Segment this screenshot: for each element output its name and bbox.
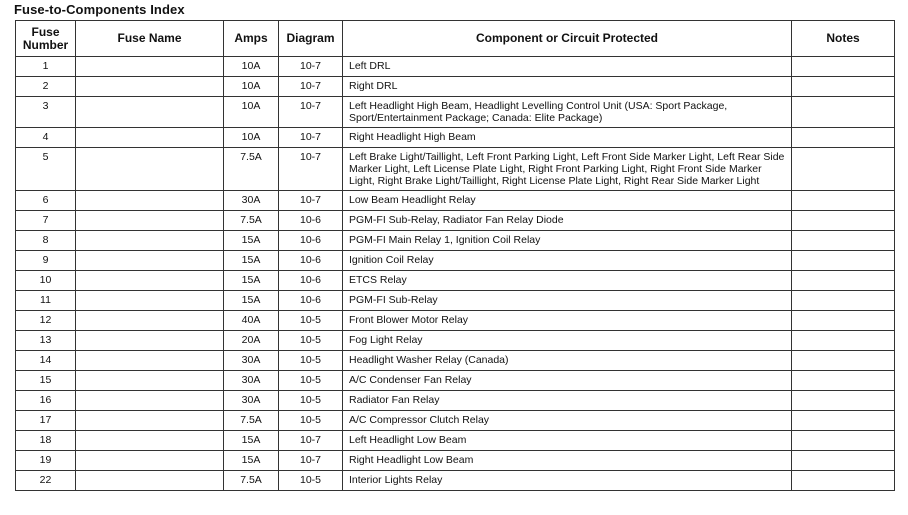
diagram-cell: 10-6	[279, 231, 343, 251]
diagram-cell: 10-7	[279, 57, 343, 77]
table-row	[16, 451, 895, 471]
table-row	[16, 271, 895, 291]
amps-cell: 15A	[224, 271, 279, 291]
table-row	[16, 311, 895, 331]
amps-cell: 15A	[224, 251, 279, 271]
notes-cell	[792, 311, 895, 331]
fuse-name-cell	[76, 251, 224, 271]
fuse-name-cell	[76, 211, 224, 231]
component-cell: Left DRL	[343, 57, 792, 77]
table-row	[16, 148, 895, 191]
fuse-name-cell	[76, 128, 224, 148]
diagram-cell: 10-5	[279, 351, 343, 371]
amps-cell: 40A	[224, 311, 279, 331]
amps-cell: 30A	[224, 371, 279, 391]
component-cell: Left Brake Light/Taillight, Left Front Parking Light, Left Front Side Marker Light, Left Rear Side Marker Light, Left License Plate Light, Right Front Parking Light, Right Front Side Marker Light, Right Brake Light/Taillight, Right License Plate Light, Right Rear Side Marker Light	[343, 148, 792, 191]
fuse-name-cell	[76, 351, 224, 371]
fuse-name-cell	[76, 451, 224, 471]
component-cell: Ignition Coil Relay	[343, 251, 792, 271]
amps-cell: 7.5A	[224, 148, 279, 191]
amps-cell: 30A	[224, 351, 279, 371]
table-row	[16, 191, 895, 211]
table-row	[16, 128, 895, 148]
component-cell: Right Headlight High Beam	[343, 128, 792, 148]
diagram-cell: 10-6	[279, 211, 343, 231]
fuse-number-cell: 14	[16, 351, 76, 371]
fuse-number-cell: 12	[16, 311, 76, 331]
column-header-amps: Amps	[224, 21, 279, 57]
fuse-name-cell	[76, 311, 224, 331]
amps-cell: 30A	[224, 391, 279, 411]
amps-cell: 7.5A	[224, 211, 279, 231]
column-header-component: Component or Circuit Protected	[343, 21, 792, 57]
fuse-number-cell: 9	[16, 251, 76, 271]
component-cell: ETCS Relay	[343, 271, 792, 291]
component-cell: Radiator Fan Relay	[343, 391, 792, 411]
component-cell: Left Headlight High Beam, Headlight Levelling Control Unit (USA: Sport Package, Sport/Entertainment Package; Canada: Elite Package)	[343, 97, 792, 128]
fuse-name-cell	[76, 471, 224, 491]
fuse-number-cell: 22	[16, 471, 76, 491]
page-title: Fuse-to-Components Index	[14, 2, 185, 17]
diagram-cell: 10-5	[279, 471, 343, 491]
fuse-name-cell	[76, 231, 224, 251]
fuse-name-cell	[76, 371, 224, 391]
amps-cell: 10A	[224, 128, 279, 148]
component-cell: Interior Lights Relay	[343, 471, 792, 491]
notes-cell	[792, 211, 895, 231]
fuse-number-cell: 5	[16, 148, 76, 191]
amps-cell: 20A	[224, 331, 279, 351]
component-cell: Front Blower Motor Relay	[343, 311, 792, 331]
component-cell: PGM-FI Sub-Relay	[343, 291, 792, 311]
diagram-cell: 10-7	[279, 77, 343, 97]
diagram-cell: 10-6	[279, 271, 343, 291]
fuse-name-cell	[76, 411, 224, 431]
fuse-name-cell	[76, 271, 224, 291]
notes-cell	[792, 471, 895, 491]
notes-cell	[792, 291, 895, 311]
amps-cell: 10A	[224, 97, 279, 128]
amps-cell: 15A	[224, 451, 279, 471]
diagram-cell: 10-5	[279, 371, 343, 391]
notes-cell	[792, 57, 895, 77]
component-cell: A/C Compressor Clutch Relay	[343, 411, 792, 431]
fuse-name-cell	[76, 331, 224, 351]
diagram-cell: 10-5	[279, 391, 343, 411]
fuse-name-cell	[76, 77, 224, 97]
table-row	[16, 431, 895, 451]
amps-cell: 7.5A	[224, 471, 279, 491]
diagram-cell: 10-5	[279, 411, 343, 431]
component-cell: Right DRL	[343, 77, 792, 97]
table-row	[16, 411, 895, 431]
fuse-number-cell: 1	[16, 57, 76, 77]
amps-cell: 15A	[224, 231, 279, 251]
fuse-name-cell	[76, 391, 224, 411]
fuse-number-cell: 17	[16, 411, 76, 431]
table-row	[16, 251, 895, 271]
column-header-notes: Notes	[792, 21, 895, 57]
amps-cell: 10A	[224, 57, 279, 77]
table-body	[16, 57, 895, 491]
notes-cell	[792, 331, 895, 351]
amps-cell: 7.5A	[224, 411, 279, 431]
diagram-cell: 10-7	[279, 128, 343, 148]
fuse-components-table	[15, 20, 895, 491]
notes-cell	[792, 371, 895, 391]
fuse-number-cell: 6	[16, 191, 76, 211]
component-cell: Low Beam Headlight Relay	[343, 191, 792, 211]
notes-cell	[792, 191, 895, 211]
amps-cell: 15A	[224, 291, 279, 311]
fuse-number-cell: 18	[16, 431, 76, 451]
notes-cell	[792, 77, 895, 97]
table-header-row	[16, 21, 895, 57]
notes-cell	[792, 431, 895, 451]
diagram-cell: 10-6	[279, 291, 343, 311]
amps-cell: 15A	[224, 431, 279, 451]
table-row	[16, 351, 895, 371]
column-header-fuse-name: Fuse Name	[76, 21, 224, 57]
table-row	[16, 57, 895, 77]
table-row	[16, 391, 895, 411]
diagram-cell: 10-7	[279, 451, 343, 471]
diagram-cell: 10-5	[279, 311, 343, 331]
table-row	[16, 97, 895, 128]
table-row	[16, 331, 895, 351]
diagram-cell: 10-7	[279, 97, 343, 128]
notes-cell	[792, 231, 895, 251]
fuse-number-cell: 3	[16, 97, 76, 128]
diagram-cell: 10-7	[279, 191, 343, 211]
notes-cell	[792, 97, 895, 128]
notes-cell	[792, 451, 895, 471]
notes-cell	[792, 251, 895, 271]
fuse-number-cell: 15	[16, 371, 76, 391]
fuse-name-cell	[76, 291, 224, 311]
table-row	[16, 77, 895, 97]
diagram-cell: 10-7	[279, 148, 343, 191]
fuse-number-cell: 10	[16, 271, 76, 291]
table-row	[16, 211, 895, 231]
fuse-number-cell: 16	[16, 391, 76, 411]
table-row	[16, 471, 895, 491]
diagram-cell: 10-5	[279, 331, 343, 351]
notes-cell	[792, 271, 895, 291]
notes-cell	[792, 128, 895, 148]
fuse-number-cell: 19	[16, 451, 76, 471]
fuse-number-cell: 11	[16, 291, 76, 311]
fuse-name-cell	[76, 57, 224, 77]
component-cell: PGM-FI Sub-Relay, Radiator Fan Relay Diode	[343, 211, 792, 231]
table-row	[16, 291, 895, 311]
fuse-name-cell	[76, 431, 224, 451]
diagram-cell: 10-7	[279, 431, 343, 451]
fuse-number-cell: 4	[16, 128, 76, 148]
fuse-number-cell: 2	[16, 77, 76, 97]
fuse-name-cell	[76, 148, 224, 191]
column-header-diagram: Diagram	[279, 21, 343, 57]
diagram-cell: 10-6	[279, 251, 343, 271]
amps-cell: 10A	[224, 77, 279, 97]
notes-cell	[792, 411, 895, 431]
fuse-number-cell: 8	[16, 231, 76, 251]
notes-cell	[792, 148, 895, 191]
fuse-number-cell: 7	[16, 211, 76, 231]
notes-cell	[792, 351, 895, 371]
column-header-fuse-number: Fuse Number	[16, 21, 76, 57]
fuse-name-cell	[76, 97, 224, 128]
component-cell: Fog Light Relay	[343, 331, 792, 351]
table-row	[16, 371, 895, 391]
component-cell: Headlight Washer Relay (Canada)	[343, 351, 792, 371]
amps-cell: 30A	[224, 191, 279, 211]
component-cell: Right Headlight Low Beam	[343, 451, 792, 471]
fuse-number-cell: 13	[16, 331, 76, 351]
component-cell: A/C Condenser Fan Relay	[343, 371, 792, 391]
table-row	[16, 231, 895, 251]
notes-cell	[792, 391, 895, 411]
component-cell: Left Headlight Low Beam	[343, 431, 792, 451]
fuse-name-cell	[76, 191, 224, 211]
component-cell: PGM-FI Main Relay 1, Ignition Coil Relay	[343, 231, 792, 251]
